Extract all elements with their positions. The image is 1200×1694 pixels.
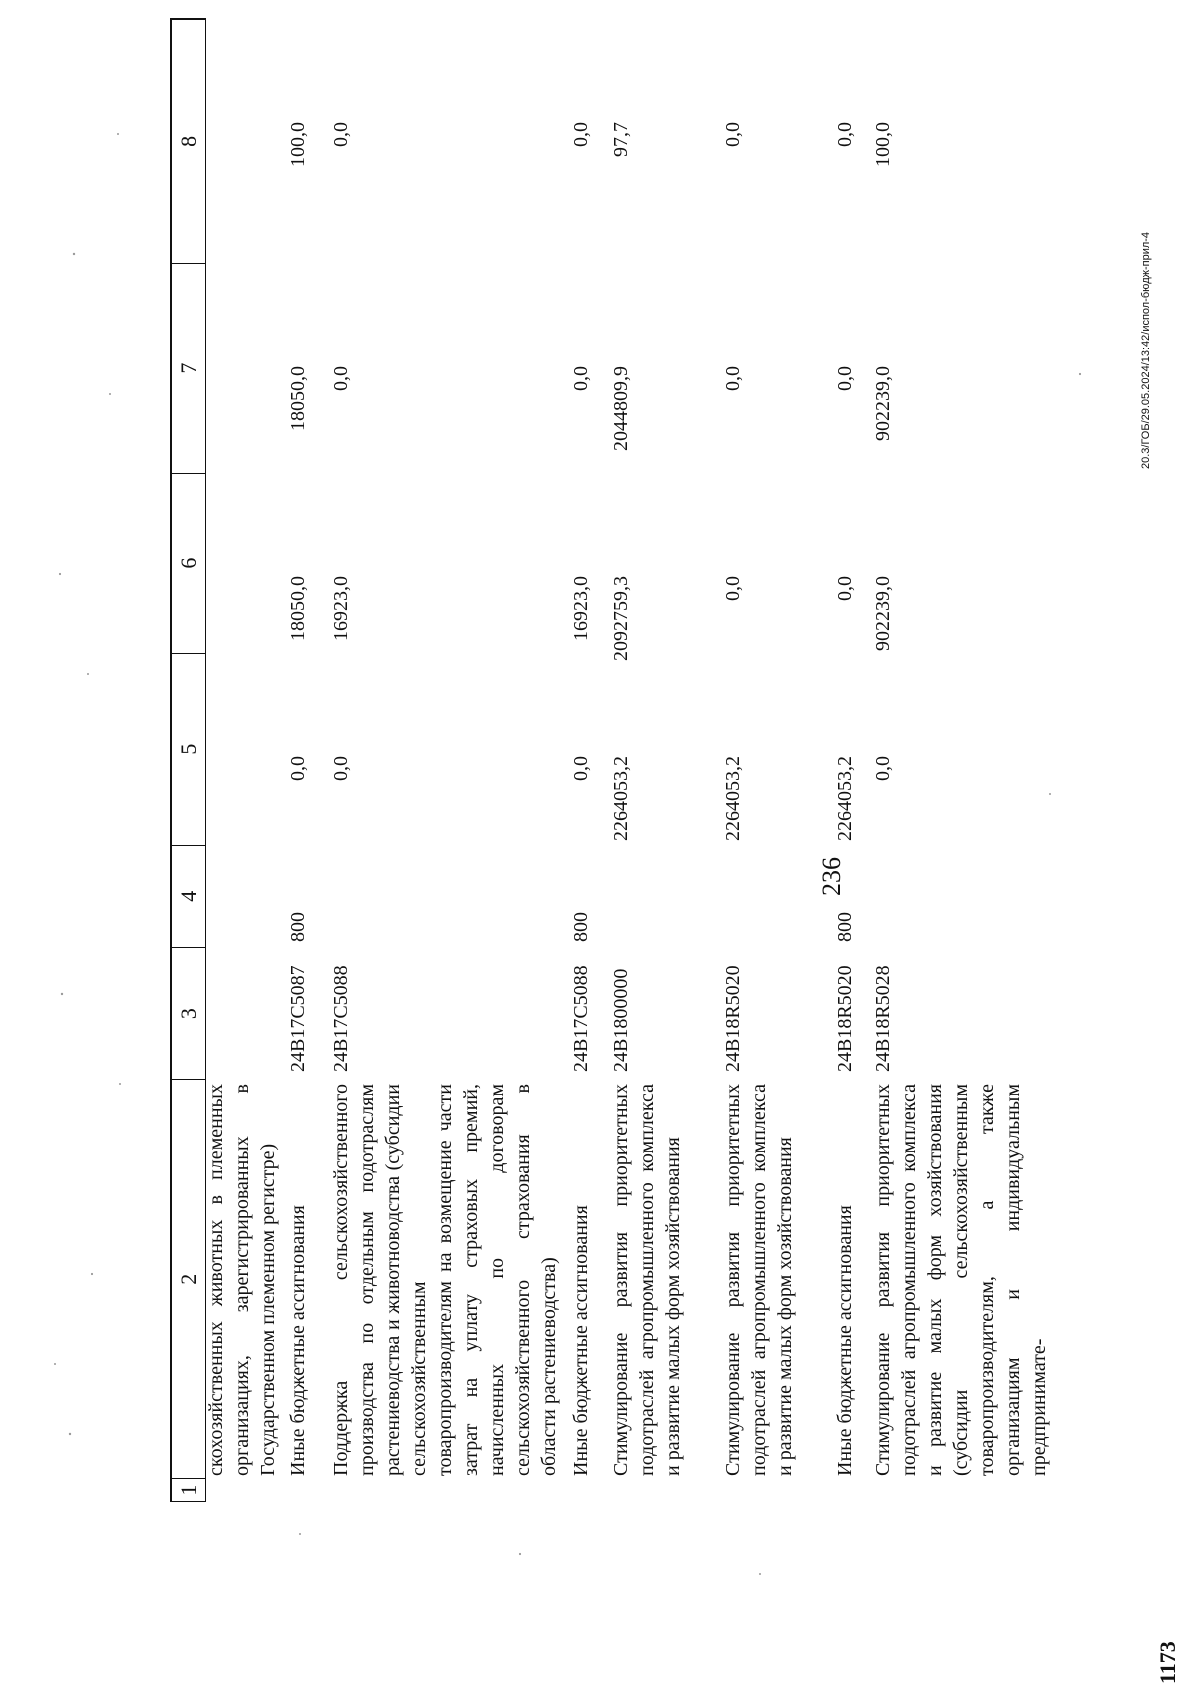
target-article-code: 24В18R5020 [834, 965, 856, 1072]
page-number: 236 [817, 857, 846, 896]
target-article-code: 24В17С5088 [330, 965, 352, 1072]
column-8-value: 0,0 [330, 122, 352, 147]
column-7-value: 0,0 [570, 366, 592, 391]
column-5-value: 2264053,2 [722, 756, 744, 841]
column-6-value: 0,0 [722, 576, 744, 601]
row-description: Иные бюджетные ассигнования [570, 1205, 592, 1476]
target-article-code: 24В1800000 [610, 968, 632, 1072]
table-header-row [170, 18, 206, 1502]
row-description: Стимулирование развития приоритетных подотраслей агропромышленного комплекса и развитие малых форм хозяйствования [610, 1084, 684, 1476]
row-description: Иные бюджетные ассигнования [834, 1205, 856, 1476]
column-7-value: 2044809,9 [610, 366, 632, 451]
column-6-value: 16923,0 [330, 576, 352, 641]
column-7-value: 0,0 [330, 366, 352, 391]
expense-type-code: 800 [570, 912, 592, 942]
column-5-value: 0,0 [570, 756, 592, 781]
column-7-value: 18050,0 [287, 366, 309, 431]
row-description: Стимулирование развития приоритетных подотраслей агропромышленного комплекса и развитие малых форм хозяйствования [722, 1084, 796, 1476]
target-article-code: 24В18R5028 [872, 965, 894, 1072]
column-8-value: 100,0 [287, 122, 309, 167]
column-8-value: 0,0 [570, 122, 592, 147]
column-8-value: 100,0 [872, 122, 894, 167]
column-6-value: 16923,0 [570, 576, 592, 641]
row-description: скохозяйственных животных в племенных организациях, зарегистрированных в Государственном племенном регистре) [205, 1084, 279, 1476]
column-7-value: 902239,0 [872, 366, 894, 441]
column-header-4: 4 [172, 846, 205, 948]
column-header-7: 7 [172, 264, 205, 474]
sheet-number: 1173 [1155, 1641, 1180, 1684]
target-article-code: 24В18R5020 [722, 965, 744, 1072]
column-6-value: 0,0 [834, 576, 856, 601]
column-8-value: 97,7 [610, 122, 632, 157]
column-5-value: 0,0 [330, 756, 352, 781]
column-5-value: 2264053,2 [834, 756, 856, 841]
expense-type-code: 800 [287, 912, 309, 942]
column-6-value: 902239,0 [872, 576, 894, 651]
column-header-6: 6 [172, 474, 205, 654]
column-header-8: 8 [172, 18, 205, 264]
column-7-value: 0,0 [834, 366, 856, 391]
expense-type-code: 800 [834, 912, 856, 942]
column-5-value: 0,0 [872, 756, 894, 781]
column-5-value: 0,0 [287, 756, 309, 781]
column-5-value: 2264053,2 [610, 756, 632, 841]
column-6-value: 18050,0 [287, 576, 309, 641]
column-7-value: 0,0 [722, 366, 744, 391]
document-stamp: 20.3/ГОБ/29.05.2024/13:42/испол-бюдж-прил-4 [1140, 231, 1152, 469]
column-header-2: 2 [172, 1080, 205, 1479]
row-description: Иные бюджетные ассигнования [287, 1205, 309, 1476]
row-description: Поддержка сельскохозяйственного производства по отдельным подотраслям растениеводства и животноводства (субсидии сельскохозяйственным товаропроизводителям на возмещение части затрат на уплату страховых премий, начисленных по договорам сельскохозяйственного страхования в области растениеводства) [330, 1084, 560, 1476]
column-header-5: 5 [172, 654, 205, 846]
column-header-1: 1 [172, 1479, 205, 1502]
column-8-value: 0,0 [722, 122, 744, 147]
column-6-value: 2092759,3 [610, 576, 632, 661]
target-article-code: 24В17С5088 [570, 965, 592, 1072]
column-8-value: 0,0 [834, 122, 856, 147]
column-header-3: 3 [172, 948, 205, 1080]
target-article-code: 24В17С5087 [287, 965, 309, 1072]
row-description: Стимулирование развития приоритетных подотраслей агропромышленного комплекса и развитие малых форм хозяйствования (субсидии сельскохозяйственным товаропроизводителям, а также организациям и индивидуальным предпринимате- [872, 1084, 1050, 1476]
